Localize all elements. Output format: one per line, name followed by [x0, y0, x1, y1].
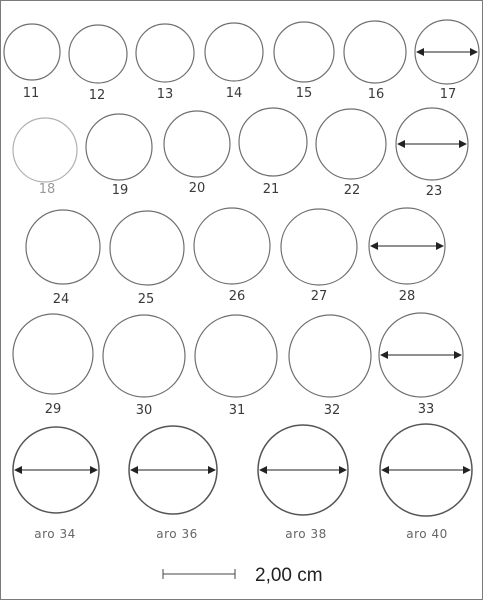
- scale-bar-label: 2,00 cm: [255, 565, 323, 586]
- ring-size-item: [13, 427, 99, 541]
- rings-group: [4, 20, 479, 541]
- ring-size-label: 31: [228, 403, 246, 418]
- ring-size-label: 17: [439, 87, 457, 102]
- ring-size-label: 13: [156, 87, 174, 102]
- ring-size-item: [103, 315, 185, 418]
- ring-size-item: [136, 24, 194, 102]
- ring-size-item: [379, 313, 463, 417]
- ring-size-item: [4, 24, 60, 101]
- ring-size-item: [194, 208, 270, 304]
- ring-size-label: 12: [88, 88, 106, 103]
- ring-circle: [195, 315, 277, 397]
- ring-size-label: 16: [367, 87, 385, 102]
- ring-size-label: 29: [44, 402, 62, 417]
- ring-size-item: [369, 208, 445, 304]
- ring-size-label: 32: [323, 403, 341, 418]
- ring-circle: [110, 211, 184, 285]
- ring-size-item: [195, 315, 277, 418]
- ring-size-item: [69, 25, 127, 103]
- ring-circle: [136, 24, 194, 82]
- ring-size-label: aro 34: [34, 527, 76, 541]
- ring-circle: [344, 21, 406, 83]
- ring-size-item: [110, 211, 184, 307]
- ring-circle: [289, 315, 371, 397]
- ring-circle: [164, 111, 230, 177]
- ring-circle: [69, 25, 127, 83]
- ring-circle: [316, 109, 386, 179]
- ring-size-item: [129, 426, 217, 541]
- scale-bar: [163, 565, 323, 586]
- ring-size-item: [164, 111, 230, 196]
- ring-size-label: 28: [398, 289, 416, 304]
- ring-circle: [13, 314, 93, 394]
- ring-size-label: 19: [111, 183, 129, 198]
- ring-size-item: [380, 424, 472, 541]
- ring-circle: [13, 118, 77, 182]
- ring-circle: [103, 315, 185, 397]
- ring-size-label: 24: [52, 292, 70, 307]
- ring-size-label: aro 36: [156, 527, 198, 541]
- ring-size-label: 22: [343, 183, 361, 198]
- ring-size-item: [396, 108, 468, 199]
- ring-size-item: [415, 20, 479, 102]
- ring-circle: [4, 24, 60, 80]
- ring-circle: [86, 114, 152, 180]
- ring-size-label: aro 38: [285, 527, 327, 541]
- ring-size-item: [316, 109, 386, 198]
- ring-size-label: 25: [137, 292, 155, 307]
- ring-size-label: 14: [225, 86, 243, 101]
- ring-size-item: [13, 118, 77, 197]
- ring-circle: [194, 208, 270, 284]
- ring-size-label: 27: [310, 289, 328, 304]
- ring-size-item: [281, 209, 357, 304]
- ring-size-label: 23: [425, 184, 443, 199]
- ring-size-label: 30: [135, 403, 153, 418]
- ring-size-label: 21: [262, 182, 280, 197]
- ring-circle: [281, 209, 357, 285]
- ring-circle: [26, 210, 100, 284]
- ring-size-item: [274, 22, 334, 101]
- ring-size-item: [289, 315, 371, 418]
- ring-size-item: [344, 21, 406, 102]
- ring-size-item: [239, 108, 307, 197]
- ring-size-item: [26, 210, 100, 307]
- ring-size-label: 11: [22, 86, 40, 101]
- ring-circle: [239, 108, 307, 176]
- ring-size-item: [205, 23, 263, 101]
- ring-size-label: 18: [38, 182, 56, 197]
- ring-size-label: 15: [295, 86, 313, 101]
- ring-size-label: 20: [188, 181, 206, 196]
- ring-size-item: [258, 425, 348, 541]
- ring-size-item: [13, 314, 93, 417]
- ring-size-diagram: [1, 1, 483, 601]
- ring-size-label: 26: [228, 289, 246, 304]
- ring-size-item: [86, 114, 152, 198]
- ring-size-label: 33: [417, 402, 435, 417]
- ring-circle: [274, 22, 334, 82]
- ring-circle: [205, 23, 263, 81]
- ring-size-label: aro 40: [406, 527, 448, 541]
